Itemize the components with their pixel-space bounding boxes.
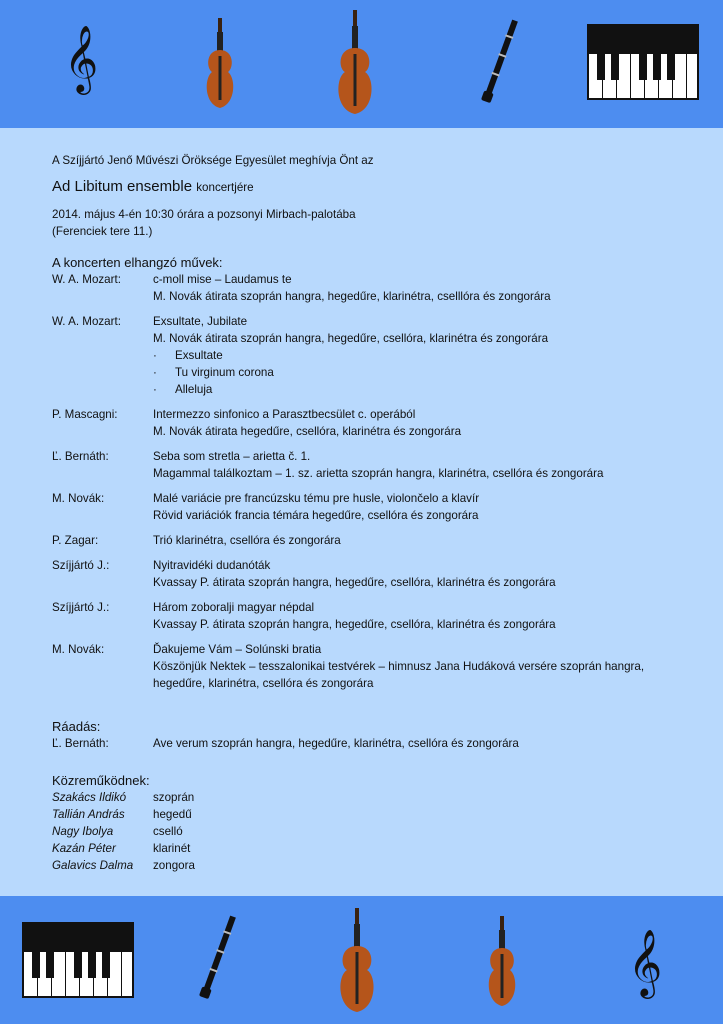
concert-title bbox=[52, 177, 692, 198]
encore-item bbox=[52, 735, 692, 752]
title-suffix: koncertjére bbox=[196, 181, 254, 194]
performers-heading: Közreműködnek: bbox=[52, 773, 150, 788]
work-item bbox=[52, 532, 692, 549]
work-note: M. Novák átirata hegedűre, csellóra, klarinétra és zongorára bbox=[153, 425, 462, 438]
work-item bbox=[52, 641, 692, 692]
invite-line: A Szíjjártó Jenő Művészi Öröksége Egyesület meghívja Önt az bbox=[52, 154, 374, 167]
performer-row bbox=[52, 840, 692, 857]
work-note: M. Novák átirata szoprán hangra, hegedűre, csellóra, klarinétra és zongorára bbox=[153, 332, 549, 345]
composer: Szíjjártó J.: bbox=[52, 559, 110, 572]
performer-row bbox=[52, 823, 692, 840]
composer: W. A. Mozart: bbox=[52, 273, 121, 286]
performer-name: Szakács Ildikó bbox=[52, 791, 127, 804]
work-title: Három zoboralji magyar népdal bbox=[153, 601, 315, 614]
clarinet-icon bbox=[196, 910, 240, 1006]
performer-row bbox=[52, 857, 692, 874]
piano-keys-icon bbox=[587, 24, 699, 100]
encore-heading: Ráadás: bbox=[52, 719, 101, 734]
performer-name: Galavics Dalma bbox=[52, 859, 134, 872]
performer-role: cselló bbox=[153, 825, 183, 838]
header-band bbox=[0, 0, 723, 128]
treble-clef-icon bbox=[626, 926, 663, 996]
work-note: Kvassay P. átirata szoprán hangra, hegedűre, csellóra, klarinétra és zongorára bbox=[153, 576, 556, 589]
footer-band bbox=[0, 896, 723, 1024]
treble-clef-icon bbox=[62, 22, 99, 92]
work-title: Malé variácie pre francúzsku tému pre husle, violončelo a klavír bbox=[153, 492, 480, 505]
event-address: (Ferenciek tere 11.) bbox=[52, 225, 153, 238]
performer-role: zongora bbox=[153, 859, 195, 872]
movement-item: · Tu virginum corona bbox=[153, 366, 274, 379]
performer-row bbox=[52, 806, 692, 823]
ensemble-name: Ad Libitum ensemble bbox=[52, 178, 193, 195]
composer: W. A. Mozart: bbox=[52, 315, 121, 328]
work-item bbox=[52, 599, 692, 633]
performer-role: klarinét bbox=[153, 842, 191, 855]
composer: M. Novák: bbox=[52, 492, 105, 505]
performer-name: Kazán Péter bbox=[52, 842, 116, 855]
work-title: Trió klarinétra, csellóra és zongorára bbox=[153, 534, 341, 547]
work-title: Seba som stretla – arietta č. 1. bbox=[153, 450, 311, 463]
work-item bbox=[52, 557, 692, 591]
works-heading: A koncerten elhangzó művek: bbox=[52, 255, 223, 270]
performer-row bbox=[52, 789, 692, 806]
svg-text:𝄞: 𝄞 bbox=[64, 24, 99, 92]
work-note-continued: hegedűre, klarinétra, csellóra és zongorára bbox=[153, 677, 374, 690]
work-item bbox=[52, 490, 692, 524]
work-note: Köszönjük Nektek – tesszalonikai testvérek – himnusz Jana Hudáková versére szoprán hangra, bbox=[153, 660, 645, 673]
violin-icon bbox=[200, 16, 240, 112]
work-title: Nyitravidéki dudanóták bbox=[153, 559, 271, 572]
work-title: Ave verum szoprán hangra, hegedűre, klarinétra, csellóra és zongorára bbox=[153, 737, 519, 750]
work-title: c-moll mise – Laudamus te bbox=[153, 273, 292, 286]
movement-item: · Exsultate bbox=[153, 349, 223, 362]
clarinet-icon bbox=[478, 14, 522, 110]
work-note: Magammal találkoztam – 1. sz. arietta szoprán hangra, klarinétra, csellóra és zongorára bbox=[153, 467, 604, 480]
cello-icon bbox=[332, 8, 378, 118]
performer-name: Nagy Ibolya bbox=[52, 825, 114, 838]
work-title: Ďakujeme Vám – Solúnski bratia bbox=[153, 643, 322, 656]
event-details bbox=[52, 206, 692, 240]
composer: Szíjjártó J.: bbox=[52, 601, 110, 614]
work-item bbox=[52, 448, 692, 482]
event-date-place: 2014. május 4-én 10:30 órára a pozsonyi Mirbach-palotába bbox=[52, 208, 356, 221]
movement-item: · Alleluja bbox=[153, 383, 213, 396]
work-title: Exsultate, Jubilate bbox=[153, 315, 248, 328]
cello-icon bbox=[334, 906, 380, 1016]
performer-role: hegedű bbox=[153, 808, 192, 821]
work-item bbox=[52, 406, 692, 440]
composer: Ľ. Bernáth: bbox=[52, 737, 109, 750]
work-note: Kvassay P. átirata szoprán hangra, hegedűre, csellóra, klarinétra és zongorára bbox=[153, 618, 556, 631]
composer: Ľ. Bernáth: bbox=[52, 450, 109, 463]
performer-role: szoprán bbox=[153, 791, 195, 804]
piano-keys-icon bbox=[22, 922, 134, 998]
work-note: Rövid variációk francia témára hegedűre, csellóra és zongorára bbox=[153, 509, 479, 522]
violin-icon bbox=[482, 914, 522, 1010]
composer: M. Novák: bbox=[52, 643, 105, 656]
work-item bbox=[52, 271, 692, 305]
svg-text:𝄞: 𝄞 bbox=[628, 928, 663, 996]
performer-name: Tallián András bbox=[52, 808, 125, 821]
work-note: M. Novák átirata szoprán hangra, hegedűre, klarinétra, cselllóra és zongorára bbox=[153, 290, 551, 303]
composer: P. Zagar: bbox=[52, 534, 99, 547]
composer: P. Mascagni: bbox=[52, 408, 118, 421]
work-title: Intermezzo sinfonico a Parasztbecsület c. operából bbox=[153, 408, 416, 421]
invitation-content bbox=[52, 152, 692, 874]
work-item bbox=[52, 313, 692, 398]
